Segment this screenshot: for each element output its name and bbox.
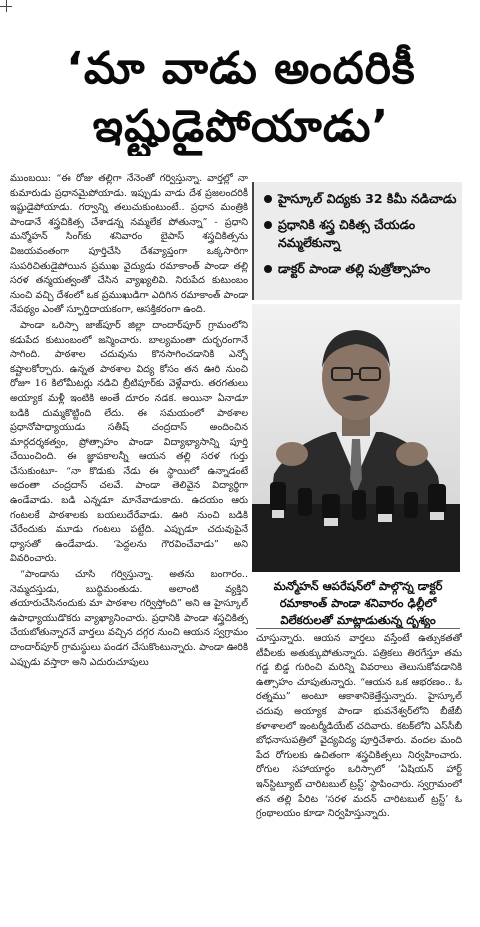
highlights-box — [252, 182, 462, 300]
bullet-icon — [264, 221, 272, 229]
bullet-icon — [264, 195, 272, 203]
photo-caption: మన్మోహన్ ఆపరేషన్‌లో పాల్గొన్న డాక్టర్ రమాకాంత్ పాండా శనివారం ఢిల్లీలో విలేకరులతో మాట్లాడుతున్న దృశ్యం — [273, 579, 443, 627]
highlight-text: డాక్టర్ పాండా తల్లి పుత్రోత్సాహం — [278, 261, 431, 276]
crop-mark — [0, 0, 14, 14]
press-conference-photo — [252, 304, 460, 572]
bullet-icon — [264, 265, 272, 273]
headline-line-1: ‘మా వాడు అందరికీ — [66, 43, 416, 94]
paragraph: ముంబయి: “ఈ రోజు తల్లిగా నేనెంతో గర్విస్తున్నా. వార్తల్లో నా కుమారుడు ప్రధానమైపోయాడు. ఇప్పుడు వాడు దేశ ప్రజలందరికీ ఇష్టుడైపోయాడు. గర్వాన్ని తలుచుకుంటుంటే.. ప్రధాన మంత్రికి పాండానే శస్త్రచికిత్స చేశాడన్న నమ్మలేక పోతున్నా” - ప్రధాని మన్మోహన్ సింగ్‌కు శనివారం బైపాస్ శస్త్రచికిత్సను విజయవంతంగా పూర్తిచేసి దేశవ్యాప్తంగా ఒక్కసారిగా సుపరిచితుడైపోయిన ప్రముఖ వైద్యుడు రమాకాంత్ పాండా తల్లి సరళ తన్మయత్వంతో చేసిన వ్యాఖ్యలివి. నిరుపేద కుటుంబం నుంచి వచ్చి దేశంలో ఒక ప్రముఖుడిగా ఎదిగిన రమాకాంత్ పాండా నేపథ్యం ఎంతో స్ఫూర్తిదాయకంగా, ఆసక్తికరంగా ఉంది. — [10, 173, 248, 316]
paragraph: “పాండాను చూసి గర్విస్తున్నా. అతను బంగారం.. నెమ్మదస్తుడు, బుద్ధిమంతుడు. అలాంటి వ్యక్తిని తయారుచేసినందుకు మా పాఠశాల గర్విస్తోంది” అని ఆ హైస్కూల్ ఉపాధ్యాయుడొకరు వ్యాఖ్యానించారు. ప్రధానికి పాండా శస్త్రచికిత్స చేయబోతున్నారనే వార్తలు వచ్చిన దగ్గర నుంచి ఆయన స్వగ్రామం దాందార్‌పూర్ గ్రామస్థులు పండగ చేసుకొంటున్నారు. పాండా ఊరికి ఎప్పుడు వస్తారా అని ఎదురుచూపులు — [10, 569, 248, 668]
highlight-item — [264, 190, 458, 208]
caption-divider — [256, 628, 460, 629]
article-body-right-column — [256, 632, 462, 914]
paragraph: చూస్తున్నారు. ఆయన వార్తలు వస్తేంటే ఉత్సుకతతో టీవీలకు అతుక్కుపోతున్నారు. పత్రికలు తిరగేస్తూ తమ గడ్డ బిడ్డ గురించి మరిన్ని వివరాలు తెలుసుకోవడానికి ఉత్సాహం చూపుతున్నారు. “ఆయన ఒక ఆభరణం.. ఓ రత్నము” అంటూ ఆకాశానికెత్తేస్తున్నారు. హైస్కూల్ చదువు అయ్యాక పాండా భువనేశ్వర్‌లోని బీజేబీ కళాశాలలో ఇంటర్మీడియేట్ చదివారు. కటక్‌లోని ఎస్‌సీబీ బోధనాసుపత్రిలో వైద్యవిద్య పూర్తిచేశారు. వందల మంది పేద రోగులకు ఉచితంగా శస్త్రచికిత్సలు నిర్వహించారు. రోగుల సహాయార్థం ఒరిస్సాలో ‘ఏషియన్ హార్ట్ ఇన్‌స్టిట్యూట్ చారిటబుల్ ట్రస్ట్’ స్థాపించారు. స్వగ్రామంలో తన తల్లి పేరిట ‘సరళ మదన్ చారిటబుల్ ట్రస్ట్’ ఓ గ్రంథాలయం కూడా నిర్వహిస్తున్నారు. — [256, 633, 462, 820]
highlight-item — [264, 260, 458, 278]
article-body-left-column — [10, 172, 248, 914]
highlight-item — [264, 216, 458, 252]
headline — [10, 40, 472, 156]
headline-line-2: ఇష్టుడైపోయాడు’ — [92, 101, 390, 152]
highlight-text: హైస్కూల్ విద్యకు 32 కిమీ నడిచాడు — [278, 191, 457, 206]
paragraph: పాండా ఒరిస్సా జాజ్‌పూర్ జిల్లా దాందార్‌పూర్ గ్రామంలోని కడుపేద కుటుంబంలో జన్మించారు. బాల్యమంతా దుర్భరంగానే సాగింది. పాఠశాల చదువును కొనసాగించడానికి ఎన్నో కష్టాలకోర్చారు. ఉన్నత పాఠశాల విద్య కోసం తన ఊరి నుంచి రోజూ 16 కిలోమీటర్లు నడిచి బ్రీటిపూర్‌కు వెళ్లేవారు. తరగతులు అయ్యాక మళ్లీ ఇంటికి అంతే దూరం నడక. అయినా ఏనాడూ బడికి దుమ్మకొట్టింది లేదు. ఈ సమయంలో పాఠశాల ప్రధానోపాధ్యాయుడు సతీష్ చంద్రదాస్ అందించిన మార్గదర్శకత్వం, ప్రోత్సాహం పాండా విద్యాభ్యాసాన్ని పూర్తి చేయించింది. ఈ జ్ఞాపకాలన్నీ ఆయన తల్లి సరళ గుర్తు చేసుకుంటూ- “నా కొడుకు నేడు ఈ స్థాయిలో ఉన్నాడంటే అదంతా చంద్రదాస్ చలవే. పాండా తెలివైన విద్యార్థిగా ఉండేవాడు. బడి ఎన్నడూ మానేవాడుకాదు. ఉదయం ఆరు గంటలకే పాఠశాలకు బయలుదేరేవాడు. ఊరి నుంచి బడికి చేరేందుకు మూడు గంటలు పట్టేది. ఎప్పుడూ చదువుపైనే ధ్యాసతో ఉండేవాడు. ‘పెద్దలను గౌరవించేవాడు” అని వివరించారు. — [10, 319, 248, 565]
highlight-text: ప్రధానికి శస్త్ర చికిత్స చేయడం నమ్మలేకున్నా — [278, 217, 416, 250]
